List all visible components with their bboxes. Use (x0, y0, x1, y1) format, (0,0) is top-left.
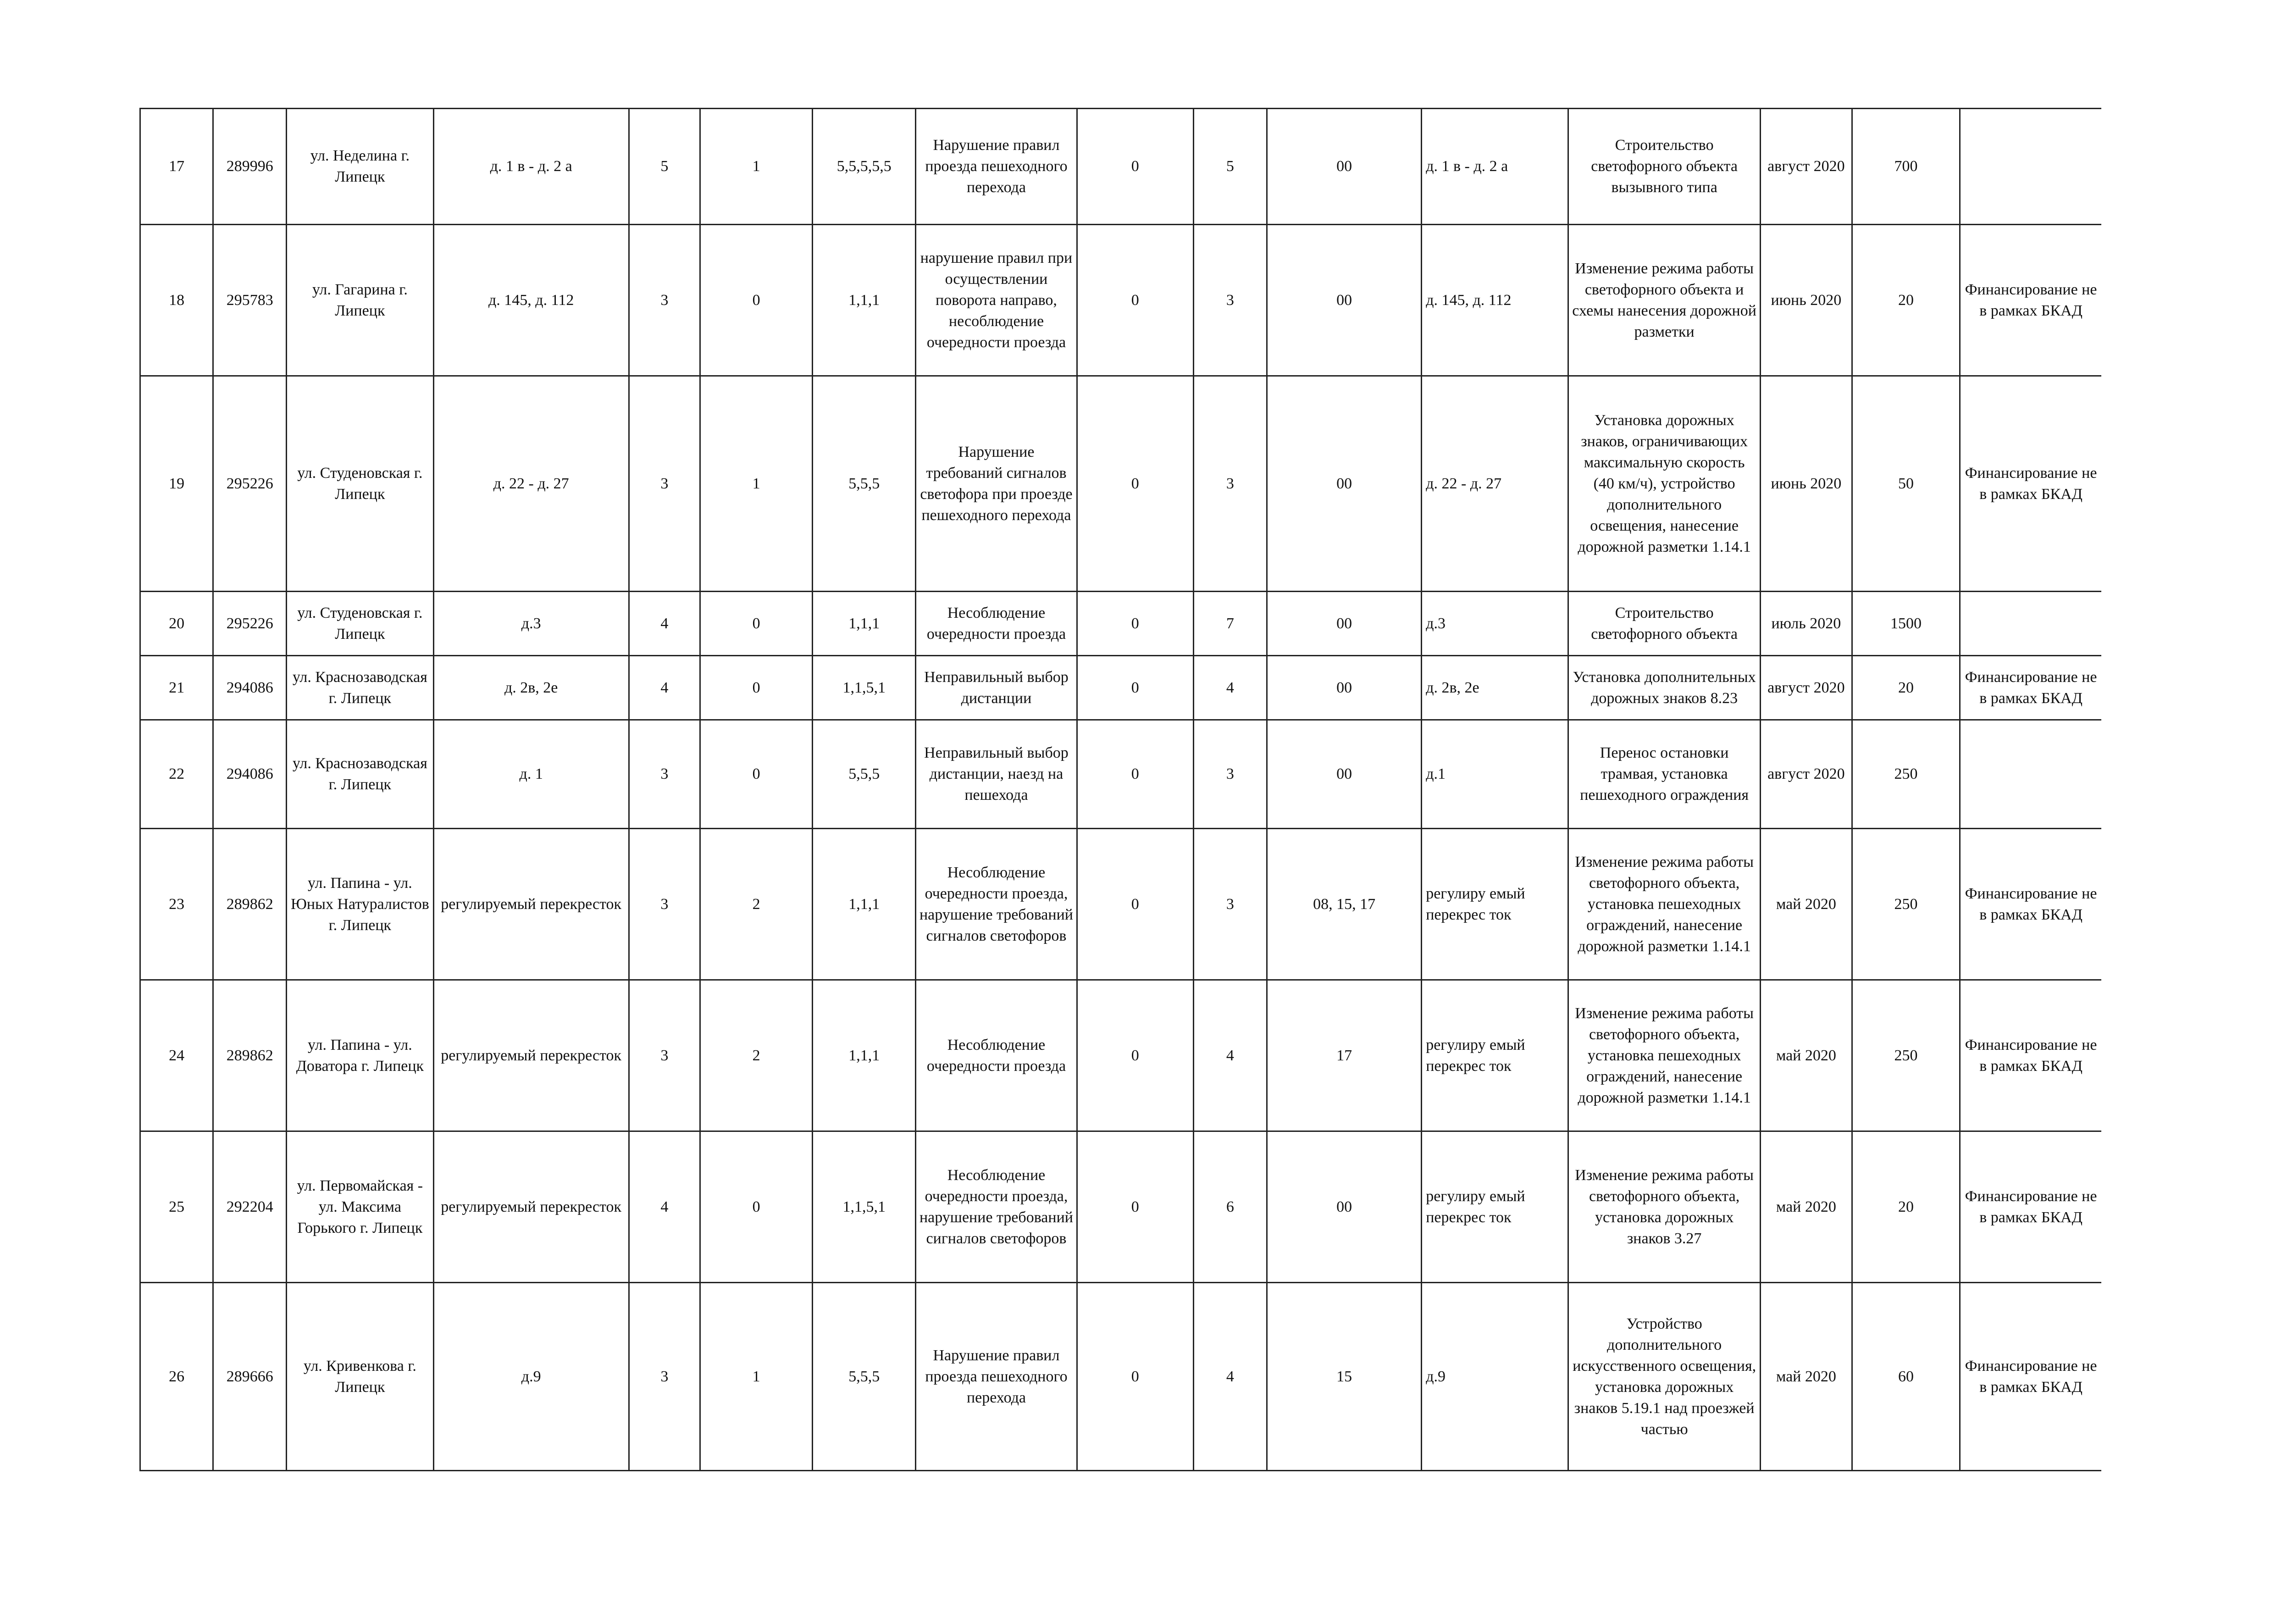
count-a: 0 (1077, 109, 1193, 225)
location: д.9 (1422, 1283, 1568, 1471)
address: д. 1 (433, 720, 629, 829)
financing-note: Финансирование не в рамках БКАД (1960, 1283, 2101, 1471)
address: д. 2в, 2е (433, 656, 629, 720)
completion-term: май 2020 (1760, 1131, 1852, 1283)
address: регулируемый перекресток (433, 829, 629, 980)
violation-type: Нарушение требований сигналов светофора при проезде пешеходного перехода (916, 376, 1077, 592)
count-b: 7 (1193, 592, 1267, 656)
planned-measure: Изменение режима работы светофорного объекта и схемы нанесения дорожной разметки (1568, 225, 1760, 376)
count-dead: 0 (700, 720, 812, 829)
violation-codes: 1,1,1 (813, 829, 916, 980)
completion-term: июнь 2020 (1760, 225, 1852, 376)
financing-note: Финансирование не в рамках БКАД (1960, 829, 2101, 980)
count-dead: 1 (700, 109, 812, 225)
cost: 250 (1852, 720, 1960, 829)
cost: 700 (1852, 109, 1960, 225)
table-row (140, 592, 2102, 656)
cost: 1500 (1852, 592, 1960, 656)
violation-codes: 1,1,1 (813, 980, 916, 1131)
cost: 50 (1852, 376, 1960, 592)
planned-measure: Установка дорожных знаков, ограничивающих максимальную скорость (40 км/ч), устройство дополнительного освещения, нанесение дорожной разметки 1.14.1 (1568, 376, 1760, 592)
count-participants: 3 (629, 1283, 700, 1471)
location: регулиру емый перекрес ток (1422, 1131, 1568, 1283)
street-name: ул. Краснозаводская г. Липецк (287, 720, 433, 829)
count-participants: 3 (629, 225, 700, 376)
count-dead: 0 (700, 592, 812, 656)
location: д. 2в, 2е (1422, 656, 1568, 720)
street-name: ул. Папина - ул. Юных Натуралистов г. Липецк (287, 829, 433, 980)
district-code: 292204 (213, 1131, 287, 1283)
completion-term: июнь 2020 (1760, 376, 1852, 592)
count-a: 0 (1077, 592, 1193, 656)
financing-note: Финансирование не в рамках БКАД (1960, 225, 2101, 376)
address: регулируемый перекресток (433, 980, 629, 1131)
financing-note: Финансирование не в рамках БКАД (1960, 1131, 2101, 1283)
address: д. 22 - д. 27 (433, 376, 629, 592)
count-participants: 3 (629, 720, 700, 829)
planned-measure: Строительство светофорного объекта (1568, 592, 1760, 656)
count-a: 0 (1077, 656, 1193, 720)
financing-note (1960, 592, 2101, 656)
time-codes: 00 (1267, 720, 1421, 829)
time-codes: 00 (1267, 656, 1421, 720)
district-code: 294086 (213, 720, 287, 829)
time-codes: 17 (1267, 980, 1421, 1131)
location: регулиру емый перекрес ток (1422, 829, 1568, 980)
address: д.3 (433, 592, 629, 656)
count-participants: 3 (629, 980, 700, 1131)
location: д. 1 в - д. 2 а (1422, 109, 1568, 225)
count-dead: 2 (700, 829, 812, 980)
table-row (140, 376, 2102, 592)
count-dead: 0 (700, 656, 812, 720)
count-participants: 4 (629, 1131, 700, 1283)
financing-note: Финансирование не в рамках БКАД (1960, 980, 2101, 1131)
count-a: 0 (1077, 980, 1193, 1131)
violation-type: Неправильный выбор дистанции, наезд на пешехода (916, 720, 1077, 829)
count-participants: 4 (629, 592, 700, 656)
count-a: 0 (1077, 1131, 1193, 1283)
count-participants: 5 (629, 109, 700, 225)
completion-term: август 2020 (1760, 109, 1852, 225)
count-a: 0 (1077, 376, 1193, 592)
planned-measure: Строительство светофорного объекта вызывного типа (1568, 109, 1760, 225)
street-name: ул. Неделина г. Липецк (287, 109, 433, 225)
district-code: 295783 (213, 225, 287, 376)
violation-type: Несоблюдение очередности проезда, нарушение требований сигналов светофоров (916, 1131, 1077, 1283)
address: д. 145, д. 112 (433, 225, 629, 376)
violation-type: Несоблюдение очередности проезда (916, 592, 1077, 656)
row-number: 24 (140, 980, 213, 1131)
planned-measure: Перенос остановки трамвая, установка пешеходного ограждения (1568, 720, 1760, 829)
cost: 20 (1852, 225, 1960, 376)
violation-type: Нарушение правил проезда пешеходного перехода (916, 1283, 1077, 1471)
time-codes: 00 (1267, 592, 1421, 656)
time-codes: 00 (1267, 109, 1421, 225)
completion-term: август 2020 (1760, 720, 1852, 829)
time-codes: 00 (1267, 225, 1421, 376)
cost: 250 (1852, 829, 1960, 980)
violation-codes: 1,1,1 (813, 225, 916, 376)
violation-codes: 5,5,5 (813, 376, 916, 592)
violation-codes: 1,1,1 (813, 592, 916, 656)
financing-note (1960, 109, 2101, 225)
cost: 60 (1852, 1283, 1960, 1471)
planned-measure: Изменение режима работы светофорного объекта, установка пешеходных ограждений, нанесение дорожной разметки 1.14.1 (1568, 829, 1760, 980)
violation-codes: 1,1,5,1 (813, 1131, 916, 1283)
street-name: ул. Папина - ул. Доватора г. Липецк (287, 980, 433, 1131)
count-b: 3 (1193, 376, 1267, 592)
planned-measure: Изменение режима работы светофорного объекта, установка дорожных знаков 3.27 (1568, 1131, 1760, 1283)
planned-measure: Изменение режима работы светофорного объекта, установка пешеходных ограждений, нанесение дорожной разметки 1.14.1 (1568, 980, 1760, 1131)
location: д.3 (1422, 592, 1568, 656)
violation-type: Неправильный выбор дистанции (916, 656, 1077, 720)
cost: 250 (1852, 980, 1960, 1131)
district-code: 295226 (213, 376, 287, 592)
street-name: ул. Студеновская г. Липецк (287, 592, 433, 656)
financing-note (1960, 720, 2101, 829)
address: д.9 (433, 1283, 629, 1471)
measures-table (139, 108, 2101, 1471)
count-participants: 3 (629, 376, 700, 592)
violation-type: нарушение правил при осуществлении поворота направо, несоблюдение очередности проезда (916, 225, 1077, 376)
count-dead: 0 (700, 1131, 812, 1283)
row-number: 22 (140, 720, 213, 829)
violation-codes: 5,5,5,5,5 (813, 109, 916, 225)
violation-type: Несоблюдение очередности проезда, нарушение требований сигналов светофоров (916, 829, 1077, 980)
row-number: 26 (140, 1283, 213, 1471)
cost: 20 (1852, 1131, 1960, 1283)
time-codes: 15 (1267, 1283, 1421, 1471)
table-row (140, 720, 2102, 829)
count-dead: 2 (700, 980, 812, 1131)
district-code: 294086 (213, 656, 287, 720)
count-b: 3 (1193, 829, 1267, 980)
violation-type: Нарушение правил проезда пешеходного перехода (916, 109, 1077, 225)
street-name: ул. Краснозаводская г. Липецк (287, 656, 433, 720)
location: д. 22 - д. 27 (1422, 376, 1568, 592)
completion-term: август 2020 (1760, 656, 1852, 720)
count-participants: 4 (629, 656, 700, 720)
district-code: 289666 (213, 1283, 287, 1471)
row-number: 17 (140, 109, 213, 225)
table-row (140, 225, 2102, 376)
row-number: 23 (140, 829, 213, 980)
location: д. 145, д. 112 (1422, 225, 1568, 376)
street-name: ул. Студеновская г. Липецк (287, 376, 433, 592)
completion-term: май 2020 (1760, 980, 1852, 1131)
count-b: 4 (1193, 980, 1267, 1131)
count-dead: 1 (700, 376, 812, 592)
violation-codes: 1,1,5,1 (813, 656, 916, 720)
location: регулиру емый перекрес ток (1422, 980, 1568, 1131)
count-b: 4 (1193, 1283, 1267, 1471)
count-dead: 0 (700, 225, 812, 376)
violation-type: Несоблюдение очередности проезда (916, 980, 1077, 1131)
street-name: ул. Гагарина г. Липецк (287, 225, 433, 376)
district-code: 295226 (213, 592, 287, 656)
count-b: 4 (1193, 656, 1267, 720)
address: регулируемый перекресток (433, 1131, 629, 1283)
time-codes: 00 (1267, 376, 1421, 592)
violation-codes: 5,5,5 (813, 1283, 916, 1471)
row-number: 18 (140, 225, 213, 376)
count-dead: 1 (700, 1283, 812, 1471)
violation-codes: 5,5,5 (813, 720, 916, 829)
street-name: ул. Кривенкова г. Липецк (287, 1283, 433, 1471)
count-b: 5 (1193, 109, 1267, 225)
completion-term: май 2020 (1760, 829, 1852, 980)
street-name: ул. Первомайская - ул. Максима Горького г. Липецк (287, 1131, 433, 1283)
row-number: 19 (140, 376, 213, 592)
financing-note: Финансирование не в рамках БКАД (1960, 656, 2101, 720)
count-a: 0 (1077, 829, 1193, 980)
completion-term: май 2020 (1760, 1283, 1852, 1471)
table-row (140, 109, 2102, 225)
table-row (140, 1283, 2102, 1471)
planned-measure: Устройство дополнительного искусственного освещения, установка дорожных знаков 5.19.1 над проезжей частью (1568, 1283, 1760, 1471)
count-a: 0 (1077, 720, 1193, 829)
count-participants: 3 (629, 829, 700, 980)
row-number: 20 (140, 592, 213, 656)
financing-note: Финансирование не в рамках БКАД (1960, 376, 2101, 592)
count-b: 3 (1193, 720, 1267, 829)
planned-measure: Установка дополнительных дорожных знаков 8.23 (1568, 656, 1760, 720)
district-code: 289862 (213, 829, 287, 980)
time-codes: 00 (1267, 1131, 1421, 1283)
count-a: 0 (1077, 1283, 1193, 1471)
table-row (140, 656, 2102, 720)
count-a: 0 (1077, 225, 1193, 376)
row-number: 25 (140, 1131, 213, 1283)
district-code: 289996 (213, 109, 287, 225)
table-row (140, 1131, 2102, 1283)
table-row (140, 980, 2102, 1131)
completion-term: июль 2020 (1760, 592, 1852, 656)
table-row (140, 829, 2102, 980)
address: д. 1 в - д. 2 а (433, 109, 629, 225)
count-b: 3 (1193, 225, 1267, 376)
cost: 20 (1852, 656, 1960, 720)
row-number: 21 (140, 656, 213, 720)
location: д.1 (1422, 720, 1568, 829)
count-b: 6 (1193, 1131, 1267, 1283)
district-code: 289862 (213, 980, 287, 1131)
time-codes: 08, 15, 17 (1267, 829, 1421, 980)
